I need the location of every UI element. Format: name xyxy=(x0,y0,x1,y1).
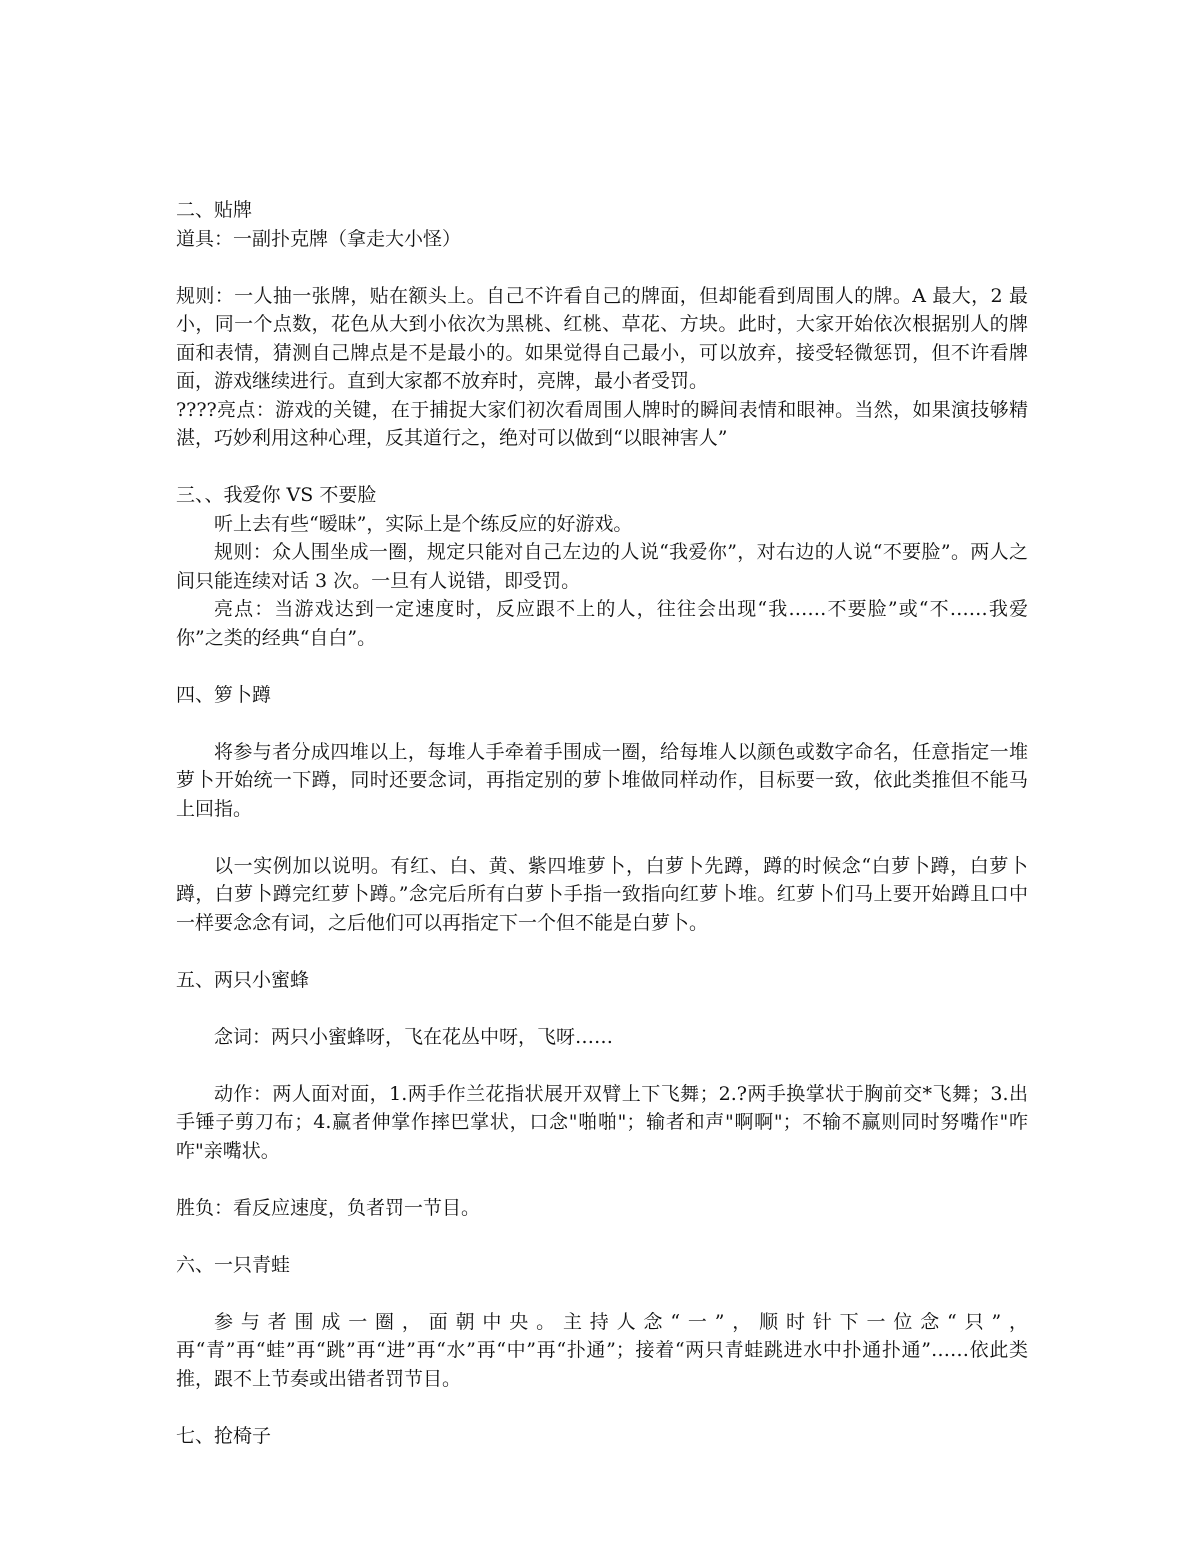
section-heading-xiaomifeng: 五、两只小蜜蜂 xyxy=(176,968,310,991)
spacer xyxy=(176,1222,1028,1251)
spacer xyxy=(176,1393,1028,1422)
spacer xyxy=(176,994,1028,1023)
highlight-paragraph: ????亮点：游戏的关键，在于捕捉大家们初次看周围人牌时的瞬间表情和眼神。当然，如果演技够精湛，巧妙利用这种心理，反其道行之，绝对可以做到“以眼神害人” xyxy=(176,398,1028,449)
body-paragraph: 以一实例加以说明。有红、白、黄、紫四堆萝卜，白萝卜先蹲，蹲的时候念“白萝卜蹲，白萝卜蹲，白萝卜蹲完红萝卜蹲。”念完后所有白萝卜手指一致指向红萝卜堆。红萝卜们马上要开始蹲且口中一样要念念有词，之后他们可以再指定下一个但不能是白萝卜。 xyxy=(176,854,1028,934)
intro-paragraph: 听上去有些“暧昧”，实际上是个练反应的好游戏。 xyxy=(214,512,633,535)
highlight-paragraph: 亮点：当游戏达到一定速度时，反应跟不上的人，往往会出现“我……不要脸”或“不……我爱你”之类的经典“自白”。 xyxy=(176,598,1028,649)
outcome-paragraph: 胜负：看反应速度，负者罚一节目。 xyxy=(176,1196,481,1219)
actions-paragraph: 动作：两人面对面，1.两手作兰花指状展开双臂上下飞舞；2.?两手换掌状于胸前交*飞舞；3.出手锤子剪刀布；4.赢者伸掌作摔巴掌状，口念"啪啪"；输者和声"啊啊"；不输不赢则同时努嘴作"咋咋"亲嘴状。 xyxy=(176,1082,1028,1162)
spacer xyxy=(176,1165,1028,1194)
spacer xyxy=(176,823,1028,852)
spacer xyxy=(176,937,1028,966)
section-heading-qiangyizi: 七、抢椅子 xyxy=(176,1424,272,1447)
section-heading-luobodun: 四、箩卜蹲 xyxy=(176,683,272,706)
spacer xyxy=(176,253,1028,282)
rules-paragraph: 规则：一人抽一张牌，贴在额头上。自己不许看自己的牌面，但却能看到周围人的牌。A 最大，2 最小，同一个点数，花色从大到小依次为黑桃、红桃、草花、方块。此时，大家开始依次根据别人的牌面和表情，猜测自己牌点是不是最小的。如果觉得自己最小，可以放弃，接受轻微惩罚，但不许看牌面，游戏继续进行。直到大家都不放弃时，亮牌，最小者受罚。 xyxy=(176,284,1028,392)
spacer xyxy=(176,652,1028,681)
document-page xyxy=(176,196,1028,1450)
section-heading-qingwa: 六、一只青蛙 xyxy=(176,1253,291,1276)
spacer xyxy=(176,453,1028,482)
section-heading-woaini: 三、、我爱你 VS 不要脸 xyxy=(176,484,377,506)
spacer xyxy=(176,1051,1028,1080)
spacer xyxy=(176,1279,1028,1308)
spacer xyxy=(176,709,1028,738)
section-heading-tiepai: 二、贴牌 xyxy=(176,199,253,221)
props-line: 道具：一副扑克牌（拿走大小怪） xyxy=(176,227,462,250)
body-paragraph: 参与者围成一圈，面朝中央。主持人念“一”，顺时针下一位念“只”，再“青”再“蛙”再“跳”再“进”再“水”再“中”再“扑通”；接着“两只青蛙跳进水中扑通扑通”……依此类推，跟不上节奏或出错者罚节目。 xyxy=(176,1310,1028,1390)
rules-paragraph: 规则：众人围坐成一圈，规定只能对自己左边的人说“我爱你”，对右边的人说“不要脸”。两人之间只能连续对话 3 次。一旦有人说错，即受罚。 xyxy=(176,541,1028,592)
body-paragraph: 将参与者分成四堆以上，每堆人手牵着手围成一圈，给每堆人以颜色或数字命名，任意指定一堆萝卜开始统一下蹲，同时还要念词，再指定别的萝卜堆做同样动作，目标要一致，依此类推但不能马上回指。 xyxy=(176,740,1028,820)
chant-paragraph: 念词：两只小蜜蜂呀，飞在花丛中呀，飞呀…… xyxy=(214,1025,614,1048)
